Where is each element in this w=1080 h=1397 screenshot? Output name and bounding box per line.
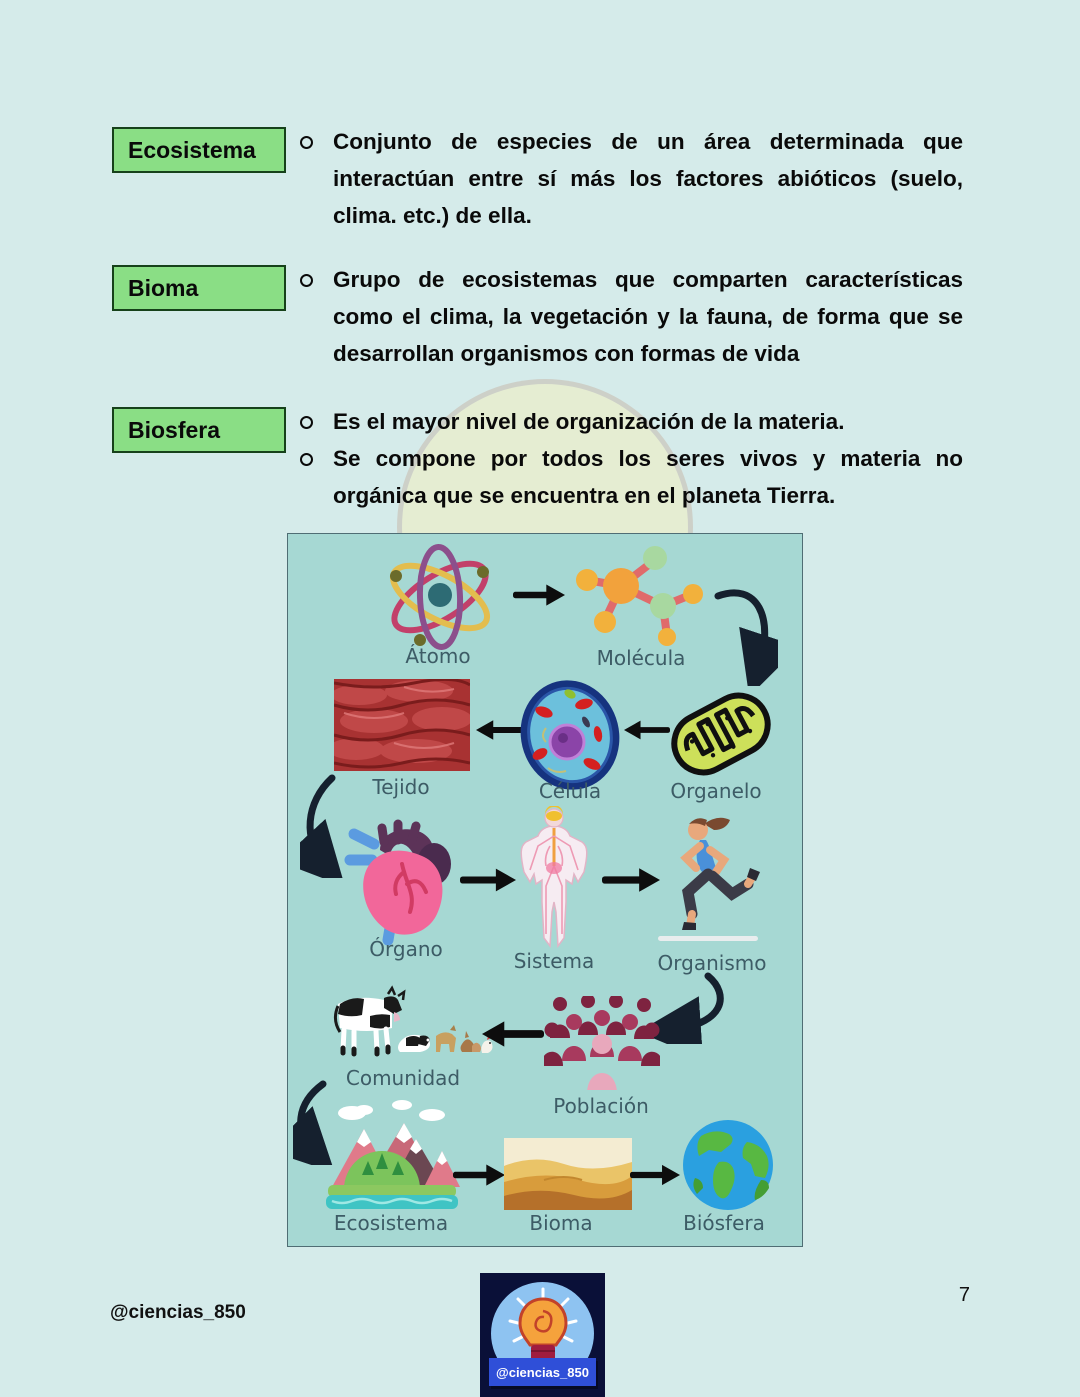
arrow-left-icon — [476, 717, 524, 743]
label-atomo: Átomo — [405, 644, 471, 668]
arrow-right-icon — [453, 1162, 505, 1188]
bullet-circle-icon — [300, 453, 313, 466]
logo-banner — [489, 1358, 596, 1386]
term-box-biosfera: Biosfera — [112, 407, 286, 453]
label-organelo: Organelo — [670, 779, 762, 803]
bullet-item — [300, 261, 968, 372]
author-handle: @ciencias_850 — [110, 1302, 246, 1323]
population-people-icon — [544, 996, 660, 1090]
definition-text: Es el mayor nivel de organización de la materia. — [333, 409, 845, 434]
organization-levels-diagram — [287, 533, 803, 1247]
desert-biome-icon — [504, 1138, 632, 1210]
bullet-circle-icon — [300, 274, 313, 287]
definition-text: Conjunto de especies de un área determinada que interactúan entre sí más los factores abióticos (suelo, clima. etc.) de ella. — [333, 129, 963, 228]
term-box-bioma: Bioma — [112, 265, 286, 311]
bullet-list — [300, 261, 968, 372]
arrow-right-icon — [513, 582, 565, 608]
arrow-left-icon — [624, 717, 670, 743]
bullet-circle-icon — [300, 136, 313, 149]
label-organo: Órgano — [369, 937, 443, 961]
curved-arrow-down-icon — [300, 772, 350, 878]
curved-arrow-down-icon — [712, 586, 778, 686]
ciencias-logo — [480, 1273, 605, 1397]
bullet-list — [300, 403, 968, 514]
label-biosfera: Biósfera — [683, 1211, 765, 1235]
label-poblacion: Población — [553, 1094, 649, 1118]
heart-organ-icon — [344, 814, 466, 946]
human-body-system-icon — [516, 806, 592, 952]
arrow-left-icon — [482, 1021, 544, 1047]
term-box-ecosistema: Ecosistema — [112, 127, 286, 173]
arrow-right-icon — [460, 867, 516, 893]
label-molecula: Molécula — [596, 646, 686, 670]
label-celula: Célula — [538, 779, 602, 803]
molecule-icon — [571, 544, 703, 646]
cell-icon — [518, 676, 622, 794]
runner-organism-icon — [656, 810, 760, 950]
label-sistema: Sistema — [513, 949, 595, 973]
label-bioma: Bioma — [529, 1211, 593, 1235]
ecosystem-landscape-icon — [324, 1099, 460, 1217]
label-tejido: Tejido — [372, 775, 430, 799]
mitochondria-icon — [668, 679, 774, 789]
earth-biosphere-icon — [681, 1118, 775, 1212]
label-comunidad: Comunidad — [345, 1066, 461, 1090]
logo-handle-text: @ciencias_850 — [496, 1364, 589, 1380]
arrow-right-icon — [602, 867, 660, 893]
animal-community-icon — [324, 984, 494, 1066]
definition-text: Se compone por todos los seres vivos y materia no orgánica que se encuentra en el planeta Tierra. — [333, 446, 963, 508]
label-organismo: Organismo — [657, 951, 767, 975]
tissue-icon — [334, 679, 470, 771]
bullet-item — [300, 440, 968, 514]
bullet-item — [300, 403, 968, 440]
bullet-item — [300, 123, 968, 234]
arrow-right-icon — [630, 1162, 680, 1188]
curved-arrow-left-icon — [650, 972, 730, 1044]
page-number: 7 — [958, 1284, 970, 1306]
label-ecosistema: Ecosistema — [333, 1211, 449, 1235]
bullet-list — [300, 123, 968, 234]
definition-text: Grupo de ecosistemas que comparten características como el clima, la vegetación y la fauna, de forma que se desarrollan organismos con formas de vida — [333, 267, 963, 366]
bullet-circle-icon — [300, 416, 313, 429]
atom-icon — [380, 542, 500, 652]
